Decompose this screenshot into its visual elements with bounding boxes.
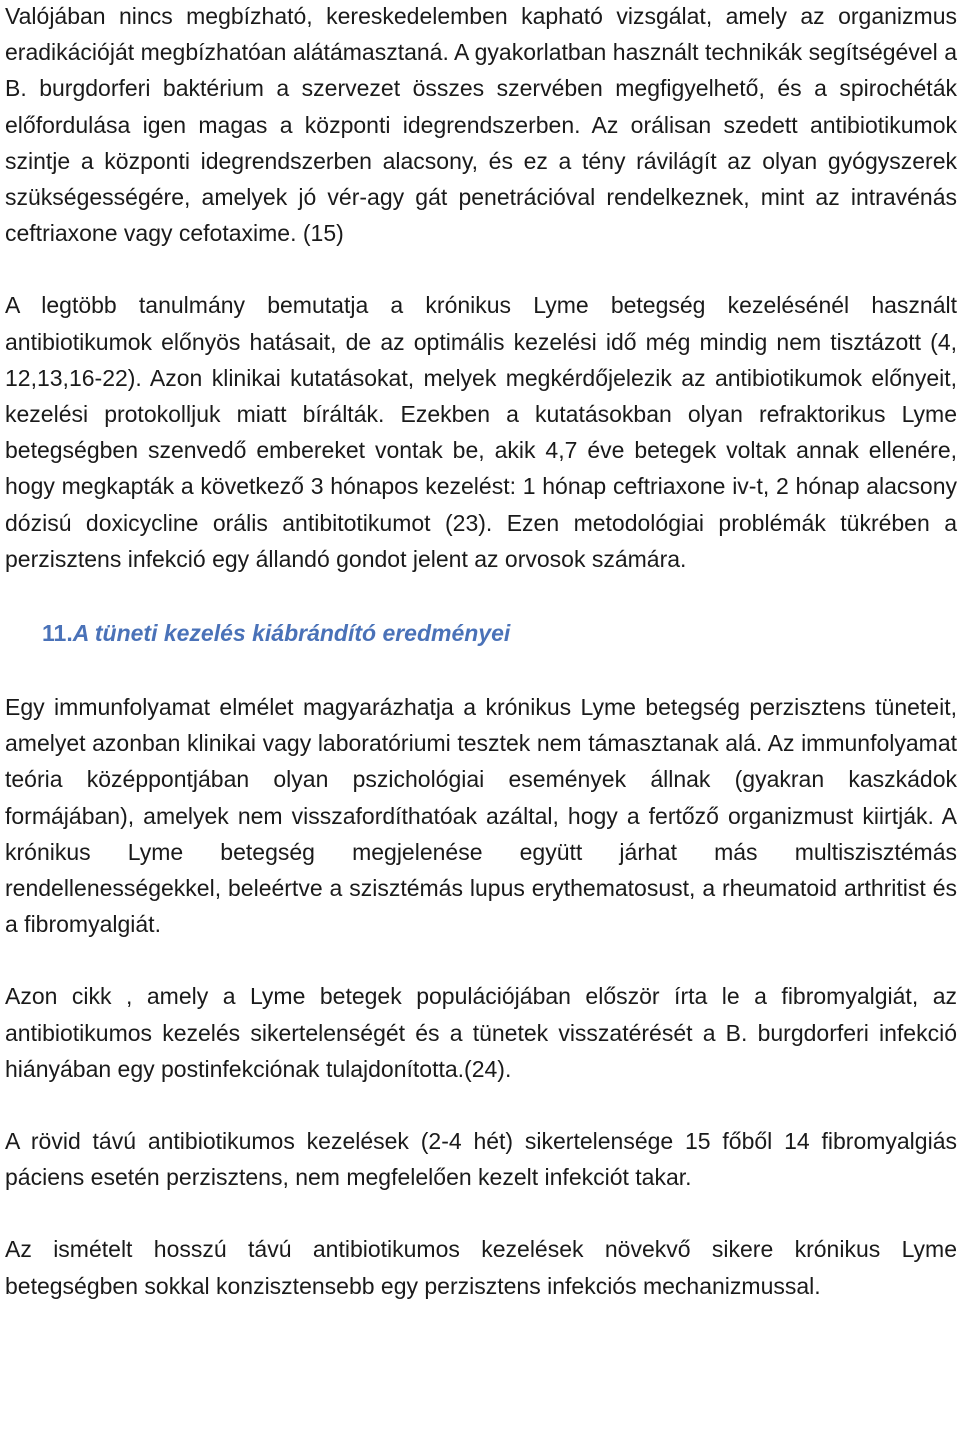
section-number: 11. — [42, 620, 73, 647]
paragraph-fibromyalgia-article: Azon cikk , amely a Lyme betegek populációjában először írta le a fibromyalgiát, az antibiotikumos kezelés sikertelenségét és a tünetek visszatérését a B. burgdorferi infekció hiányában egy postinfekciónak tulajdonította.(24). — [5, 983, 957, 1082]
paragraph-short-term-treatment: A rövid távú antibiotikumos kezelések (2-4 hét) sikertelensége 15 főből 14 fibromyalgiás páciens esetén perzisztens, nem megfelelően kezelt infekciót takar. — [5, 1128, 957, 1191]
section-heading — [42, 615, 957, 651]
section-title: A tüneti kezelés kiábrándító eredményei — [72, 620, 511, 647]
paragraph-chronic-lyme-treatment: A legtöbb tanulmány bemutatja a krónikus Lyme betegség kezelésénél használt antibiotikumok előnyös hatásait, de az optimális kezelési idő még mindig nem tisztázott (4, 12,13,16-22). Azon klinikai kutatásokat, melyek megkérdőjelezik az antibiotikumok előnyeit, kezelési protokolljuk miatt bírálták. Ezekben a kutatásokban olyan refraktorikus Lyme betegségben szenvedő embereket vontak be, akik 4,7 éve betegek voltak annak ellenére, hogy megkapták a következő 3 hónapos kezelést: 1 hónap ceftriaxone iv-t, 2 hónap alacsony dózisú doxicycline orális antibitotikumot (23). Ezen metodológiai problémák tükrében a perzisztens infekció egy állandó gondot jelent az orvosok számára. — [5, 292, 957, 572]
paragraph-eradication-testing: Valójában nincs megbízható, kereskedelemben kapható vizsgálat, amely az organizmus eradikációját megbízhatóan alátámasztaná. A gyakorlatban használt technikák segítségével a B. burgdorferi baktérium a szervezet összes szervében megfigyelhető, és a spirochéták előfordulása igen magas a központi idegrendszerben. Az orálisan szedett antibiotikumok szintje a központi idegrendszerben alacsony, és ez a tény rávilágít az olyan gyógyszerek szükségességére, amelyek jó vér-agy gát penetrációval rendelkeznek, mint az intravénás ceftriaxone vagy cefotaxime. (15) — [5, 3, 957, 247]
paragraph-long-term-treatment: Az ismételt hosszú távú antibiotikumos kezelések növekvő sikere krónikus Lyme betegségben sokkal konzisztensebb egy perzisztens infekciós mechanizmussal. — [5, 1236, 957, 1299]
document-page — [5, 0, 957, 1304]
paragraph-immune-process: Egy immunfolyamat elmélet magyarázhatja a krónikus Lyme betegség perzisztens tüneteit, amelyet azonban klinikai vagy laboratóriumi tesztek nem támasztanak alá. Az immunfolyamat teória középpontjában olyan pszichológiai események állnak (gyakran kaszkádok formájában), amelyek nem visszafordíthatóak azáltal, hogy a fertőző organizmust kiirtják. A krónikus Lyme betegség megjelenése együtt járhat más multiszisztémás rendellenességekkel, beleértve a szisztémás lupus erythematosust, a rheumatoid arthritist és a fibromyalgiát. — [5, 694, 957, 938]
